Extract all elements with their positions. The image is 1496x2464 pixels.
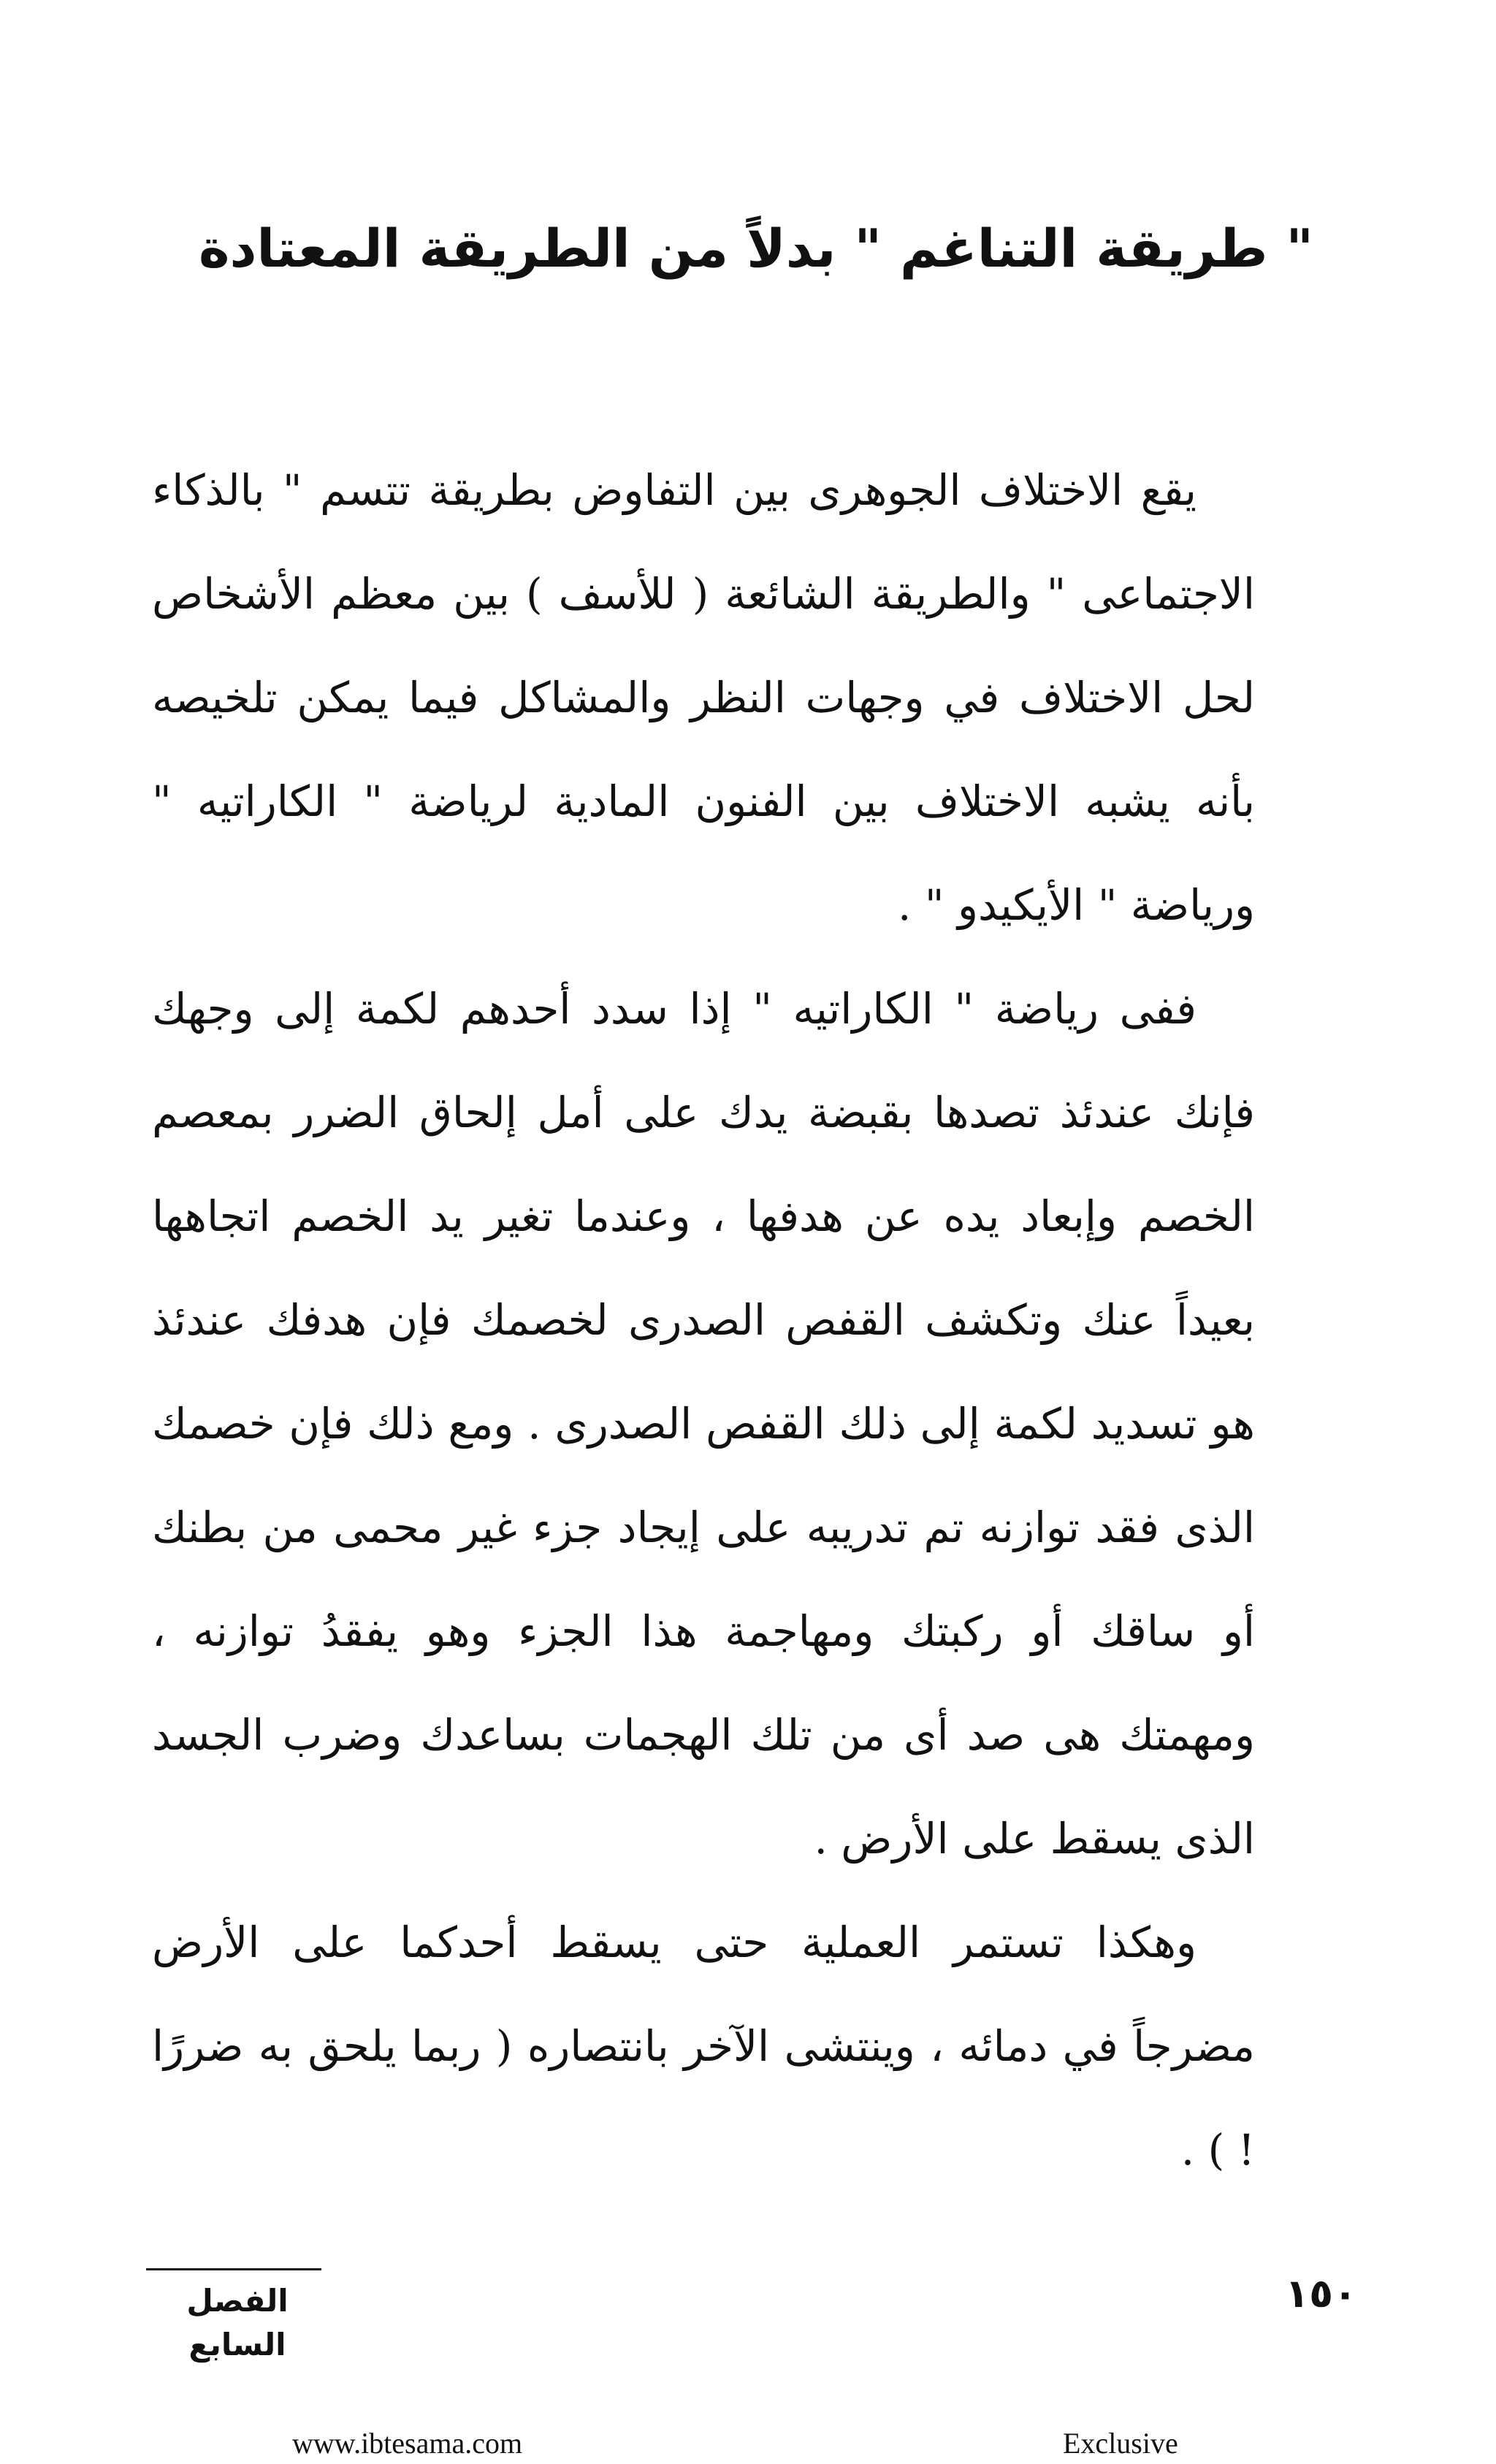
body-text [152,438,1255,2202]
paragraph-2: ففى رياضة " الكاراتيه " إذا سدد أحدهم لكمة إلى وجهك فإنك عندئذ تصدها بقبضة يدك على أمل إلحاق الضرر بمعصم الخصم وإبعاد يده عن هدفها ، وعندما تغير يد الخصم اتجاهها بعيداً عنك وتكشف القفص الصدرى لخصمك فإن هدفك عندئذ هو تسديد لكمة إلى ذلك القفص الصدرى . ومع ذلك فإن خصمك الذى فقد توازنه تم تدريبه على إيجاد جزء غير محمى من بطنك أو ساقك أو ركبتك ومهاجمة هذا الجزء وهو يفقدُ توازنه ، ومهمتك هى صد أى من تلك الهجمات بساعدك وضرب الجسد الذى يسقط على الأرض . [152,984,1255,1864]
page-number: ١٥٠ [1285,2270,1357,2316]
chapter-label: الفصل السابع [186,2283,289,2362]
exclusive-label: Exclusive [1063,2427,1178,2460]
paragraph-1: يقع الاختلاف الجوهرى بين التفاوض بطريقة تتسم " بالذكاء الاجتماعى " والطريقة الشائعة ( للأسف ) بين معظم الأشخاص لحل الاختلاف في وجهات النظر والمشاكل فيما يمكن تلخيصه بأنه يشبه الاختلاف بين الفنون المادية لرياضة " الكاراتيه " ورياضة " الأيكيدو " . [152,465,1255,930]
footer-rule [146,2268,321,2270]
site-url: www.ibtesama.com [292,2427,523,2460]
paragraph-3: وهكذا تستمر العملية حتى يسقط أحدكما على الأرض مضرجاً في دمائه ، وينتشى الآخر بانتصاره ( ربما يلحق به ضررًا ! ) . [152,1918,1255,2175]
section-heading: " طريقة التناغم " بدلاً من الطريقة المعتادة [198,218,1313,279]
